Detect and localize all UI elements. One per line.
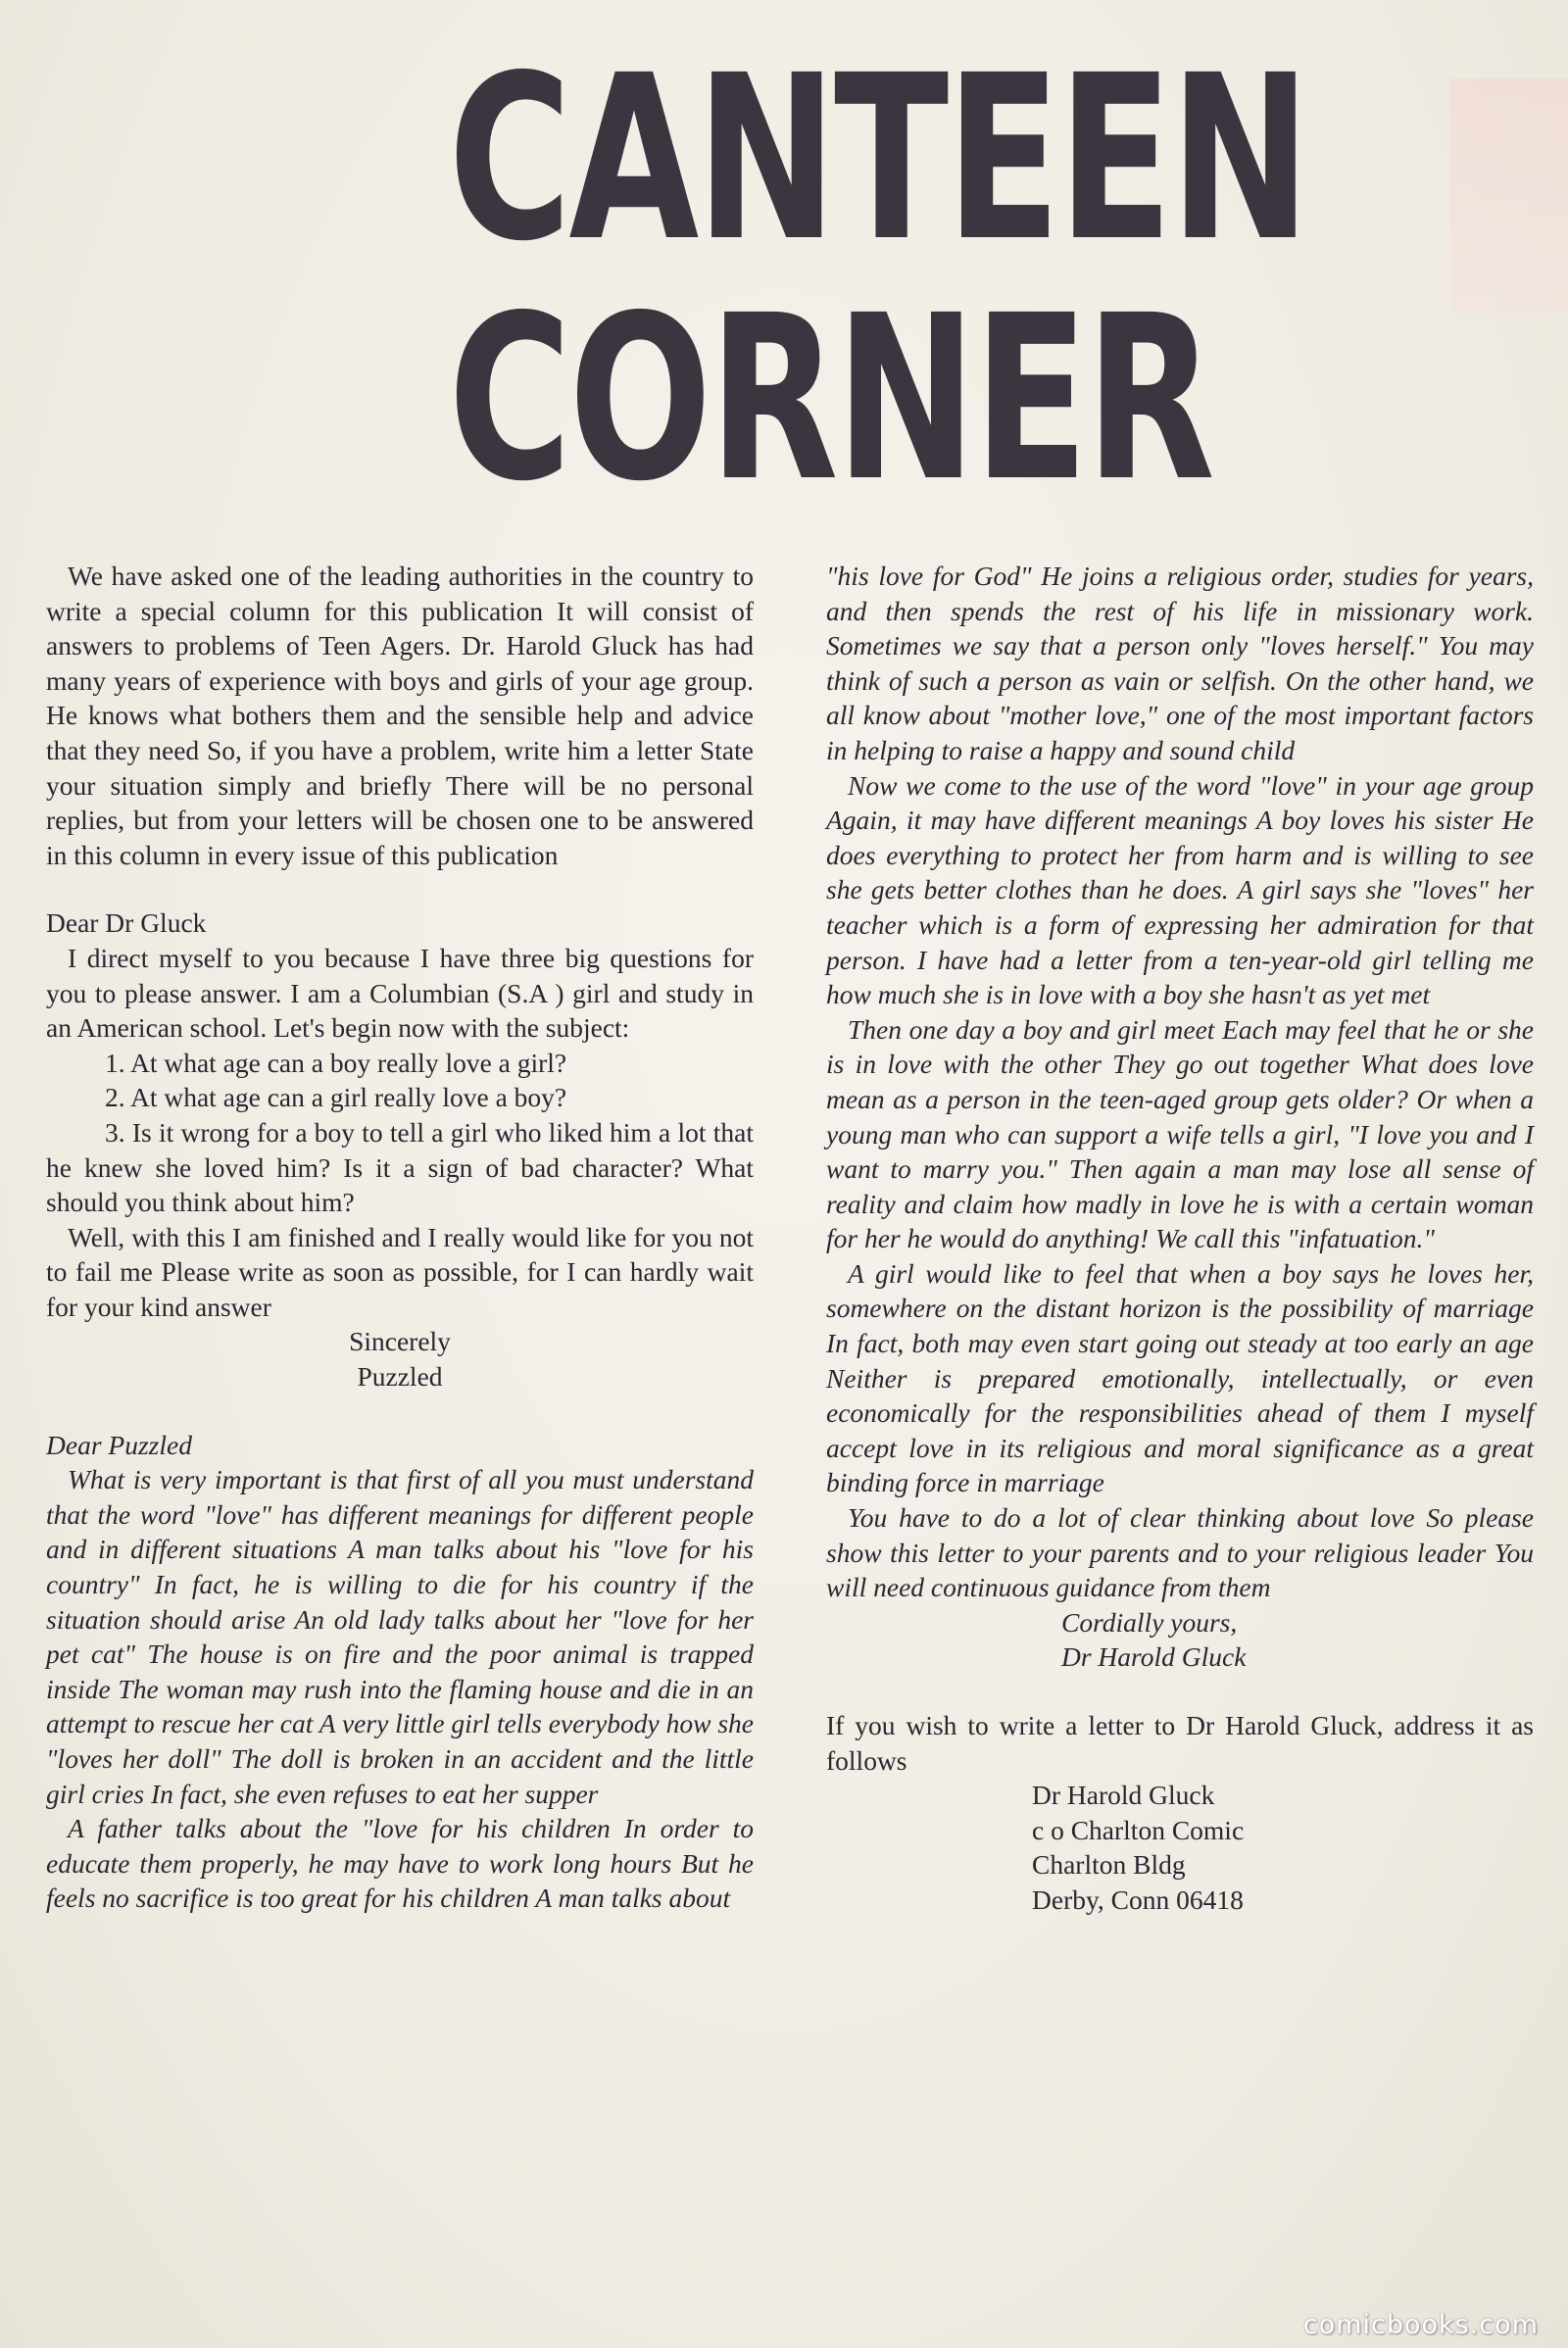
letter-question-3: 3. Is it wrong for a boy to tell a girl who liked him a lot that he knew she loved him? Is it a sign of bad character? What should you think about him? [46,1116,754,1218]
reply-paragraph-2-end: "his love for God" He joins a religious order, studies for years, and then spends the rest of his life in missionary work. Sometimes we say that a person only "loves herself." You may think of such a person as vain or selfish. On the other hand, we all know about "mother love," one of the most important factors in helping to raise a happy and sound child [826,561,1534,765]
spacer [46,1394,754,1428]
spacer [826,1675,1534,1708]
address-line: Charlton Bldg [1032,1849,1186,1881]
bleed-through-ghost [1450,78,1568,314]
reply-salutation: Dear Puzzled [46,1429,192,1460]
reply-paragraph-6: You have to do a lot of clear thinking about love So please show this letter to your parents and to your religious leader You will need continuous guidance from them [826,1502,1534,1603]
reply-paragraph-4: Then one day a boy and girl meet Each may feel that he or she is in love with the other They go out together What does love mean as a person in the teen-aged group gets older? Or when a young man who can support a wife tells a girl, "I love you and I want to marry you." Then again a man may lose all sense of reality and claim how madly in love he is with a certain woman for her he would do anything! We call this "infatuation." [826,1013,1534,1254]
address-line: Derby, Conn 06418 [1032,1883,1244,1915]
spacer [46,872,754,905]
watermark: comicbooks.com [1302,2310,1539,2340]
title-line-2: CORNER [448,267,1212,531]
letter-paragraph-2: Well, with this I am finished and I really would like for you not to fail me Please write as soon as possible, for I can hardly wait for your kind answer [46,1221,754,1322]
left-column [46,559,754,1916]
address-line: Dr Harold Gluck [1032,1780,1215,1811]
right-column [826,559,1534,1918]
reply-paragraph-5: A girl would like to feel that when a boy says he loves her, somewhere on the distant horizon is the possibility of marriage In fact, both may even start going out steady at too early an age Neither is prepared emotionally, intellectually, or even economically for the responsibilities ahead of them I myself accept love in its religious and moral significance as a great binding force in marriage [826,1257,1534,1498]
title-line-1: CANTEEN [448,26,1308,291]
intro-paragraph: We have asked one of the leading authorities in the country to write a special column for this publication It will consist of answers to problems of Teen Agers. Dr. Harold Gluck has had many years of experience with boys and girls of your age group. He knows what bothers them and the sensible help and advice that they need So, if you have a problem, write him a letter State your situation simply and briefly There will be no personal replies, but from your letters will be chosen one to be answered in this column in every issue of this publication [46,561,754,870]
letter-closing: Sincerely [349,1326,451,1357]
reply-signature: Dr Harold Gluck [1061,1641,1247,1673]
letter-salutation: Dear Dr Gluck [46,907,207,939]
letter-paragraph-1: I direct myself to you because I have three big questions for you to please answer. I am a Columbian (S.A ) girl and study in an American school. Let's begin now with the subject: [46,942,754,1044]
letter-signature: Puzzled [357,1361,443,1393]
reply-paragraph-2-start: A father talks about the "love for his children In order to educate them properly, he may have to work long hours But he feels no sacrifice is too great for his children A man talks about [46,1813,754,1914]
reply-paragraph-1: What is very important is that first of all you must understand that the word "love" has different meanings for different people and in different situations A man talks about his "love for his country" In fact, he is willing to die for his country if the situation should arise An old lady talks about her "love for her pet cat" The house is on fire and the poor animal is trapped inside The woman may rush into the flaming house and die in an attempt to rescue her cat A very little girl tells everybody how she "loves her doll" The doll is broken in an accident and the little girl cries In fact, she even refuses to eat her supper [46,1464,754,1809]
masthead-title [323,26,1308,531]
reply-paragraph-3: Now we come to the use of the word "love" in your age group Again, it may have different meanings A boy loves his sister He does everything to protect her from harm and is willing to see she gets better clothes than he does. A girl says she "loves" her teacher which is a form of expressing her admiration for that person. I have had a letter from a ten-year-old girl telling me how much she is in love with a boy she hasn't as yet met [826,769,1534,1010]
reply-closing: Cordially yours, [1061,1606,1238,1638]
address-line: c o Charlton Comic [1032,1814,1245,1845]
letter-question-2: 2. At what age can a girl really love a boy? [105,1082,567,1113]
contact-instructions: If you wish to write a letter to Dr Harold Gluck, address it as follows [826,1710,1534,1776]
letter-question-1: 1. At what age can a boy really love a girl? [105,1047,567,1078]
